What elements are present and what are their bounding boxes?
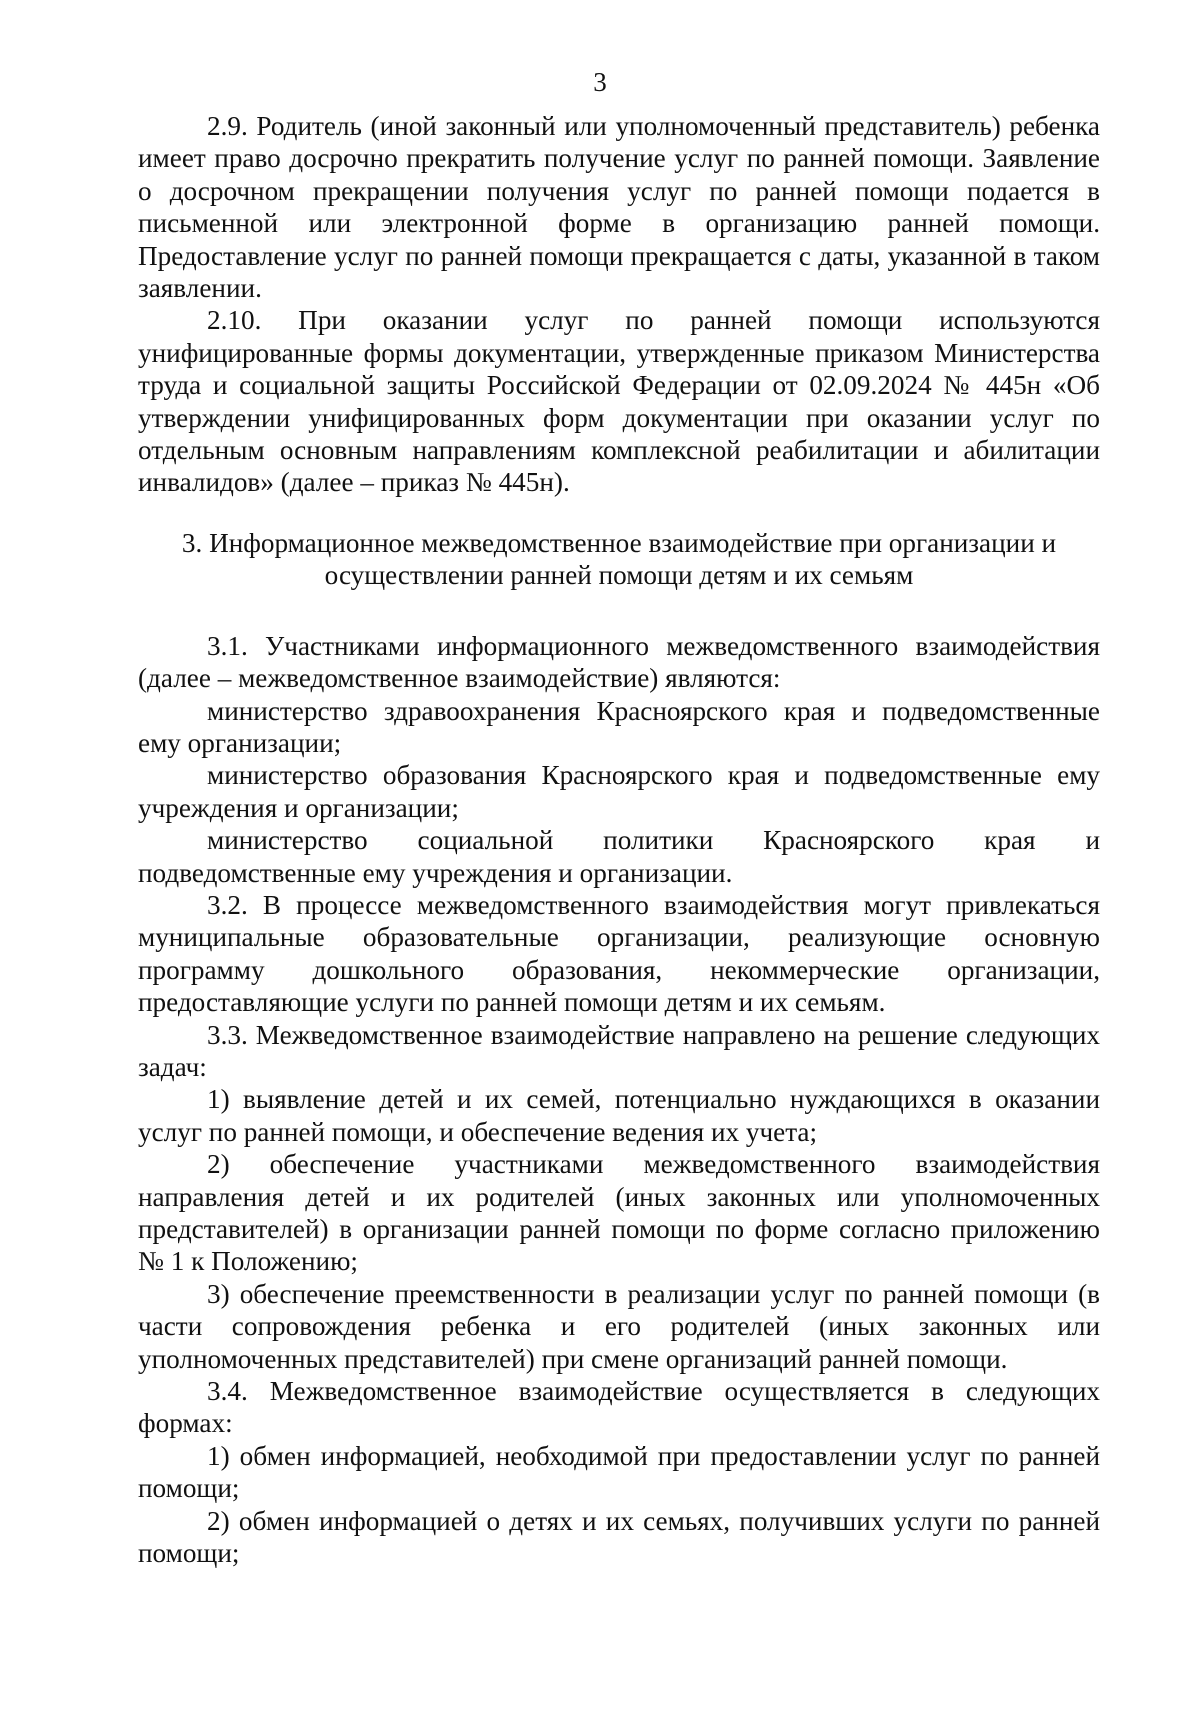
- participant-social-ministry: министерство социальной политики Красноярского края и подведомственные ему учреждения и организации.: [138, 825, 1100, 888]
- paragraph-2-9: 2.9. Родитель (иной законный или уполномоченный представитель) ребенка имеет право досрочно прекратить получение услуг по ранней помощи. Заявление о досрочном прекращении получения услуг по ранней помощи подается в письменной или электронной форме в организацию ранней помощи. Предоставление услуг по ранней помощи прекращается с даты, указанной в таком заявлении.: [138, 111, 1100, 304]
- paragraph-2-10: 2.10. При оказании услуг по ранней помощи используются унифицированные формы документации, утвержденные приказом Министерства труда и социальной защиты Российской Федерации от 02.09.2024 № 445н «Об утверждении унифицированных форм документации при оказании услуг по отдельным основным направлениям комплексной реабилитации и абилитации инвалидов» (далее – приказ № 445н).: [138, 305, 1100, 498]
- section-3-heading: 3. Информационное межведомственное взаимодействие при организации и осуществлении ранней помощи детям и их семьям: [181, 527, 1057, 591]
- document-body: [138, 110, 1100, 1569]
- form-item-2: 2) обмен информацией о детях и их семьях, получивших услуги по ранней помощи;: [138, 1505, 1100, 1569]
- task-item-3: 3) обеспечение преемственности в реализации услуг по ранней помощи (в части сопровождения ребенка и его родителей (иных законных или уполномоченных представителей) при смене организаций ранней помощи.: [138, 1278, 1100, 1374]
- paragraph-3-1: 3.1. Участниками информационного межведомственного взаимодействия (далее – межведомственное взаимодействие) являются:: [138, 630, 1100, 694]
- participant-education-ministry: министерство образования Красноярского края и подведомственные ему учреждения и организации;: [138, 760, 1100, 823]
- task-item-2: 2) обеспечение участниками межведомственного взаимодействия направления детей и их родителей (иных законных или уполномоченных представителей) в организации ранней помощи по форме согласно приложению № 1 к Положению;: [138, 1149, 1100, 1277]
- page-number: 3: [593, 67, 607, 97]
- task-item-1: 1) выявление детей и их семей, потенциально нуждающихся в оказании услуг по ранней помощи, и обеспечение ведения их учета;: [138, 1084, 1100, 1147]
- paragraph-3-3: 3.3. Межведомственное взаимодействие направлено на решение следующих задач:: [138, 1019, 1100, 1082]
- paragraph-3-4: 3.4. Межведомственное взаимодействие осуществляется в следующих формах:: [138, 1376, 1100, 1439]
- paragraph-3-2: 3.2. В процессе межведомственного взаимодействия могут привлекаться муниципальные образовательные организации, реализующие основную программу дошкольного образования, некоммерческие организации, предоставляющие услуги по ранней помощи детям и их семьям.: [138, 889, 1100, 1018]
- form-item-1: 1) обмен информацией, необходимой при предоставлении услуг по ранней помощи;: [138, 1440, 1100, 1504]
- participant-health-ministry: министерство здравоохранения Красноярского края и подведомственные ему организации;: [138, 695, 1100, 758]
